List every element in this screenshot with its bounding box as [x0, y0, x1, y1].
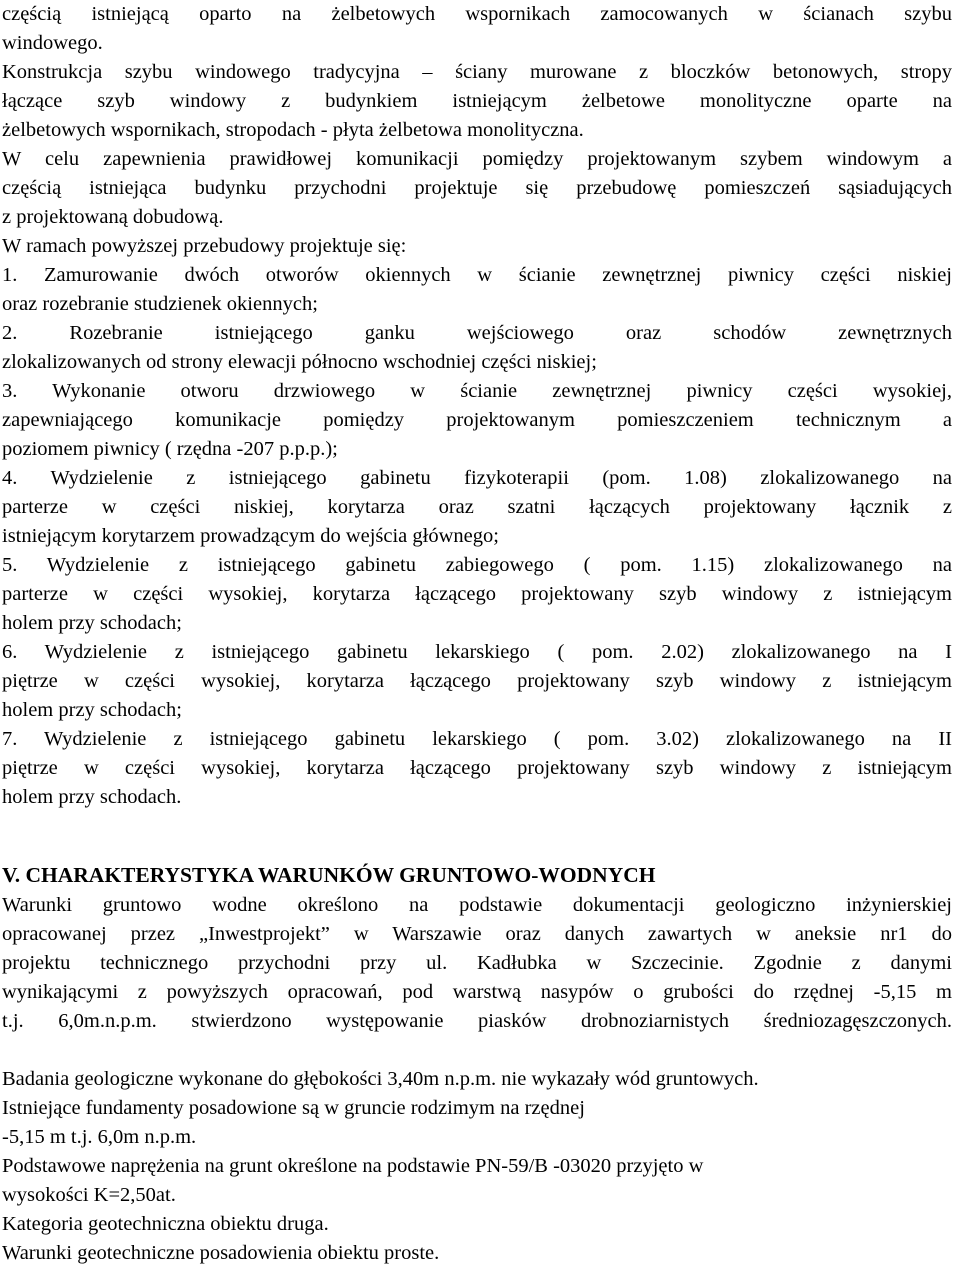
text-line: 3. Wykonanie otworu drzwiowego w ścianie zewnętrznej piwnicy części wysokiej, [2, 380, 952, 402]
text-line: częścią istniejąca budynku przychodni projektuje się przebudowę pomieszczeń sąsiadujących [2, 177, 952, 199]
text-line: łączące szyb windowy z budynkiem istniejącym żelbetowe monolityczne oparte na [2, 90, 952, 112]
text-line: parterze w części wysokiej, korytarza łączącego projektowany szyb windowy z istniejącym [2, 583, 952, 605]
text-line: Konstrukcja szybu windowego tradycyjna – ściany murowane z bloczków betonowych, stropy [2, 61, 952, 83]
text-line: Podstawowe naprężenia na grunt określone na podstawie PN-59/B -03020 przyjęto w [2, 1155, 704, 1177]
text-line: Warunki gruntowo wodne określono na podstawie dokumentacji geologiczno inżynierskiej [2, 894, 952, 916]
text-line: W celu zapewnienia prawidłowej komunikacji pomiędzy projektowanym szybem windowym a [2, 148, 952, 170]
text-line: 2. Rozebranie istniejącego ganku wejściowego oraz schodów zewnętrznych [2, 322, 952, 344]
text-line: Kategoria geotechniczna obiektu druga. [2, 1213, 329, 1235]
text-line: piętrze w części wysokiej, korytarza łączącego projektowany szyb windowy z istniejącym [2, 670, 952, 692]
text-line: opracowanej przez „Inwestprojekt” w Warszawie oraz danych zawartych w aneksie nr1 do [2, 923, 952, 945]
text-line: holem przy schodach; [2, 612, 182, 634]
text-line: zlokalizowanych od strony elewacji północno wschodniej części niskiej; [2, 351, 597, 373]
text-line: wynikającymi z powyższych opracowań, pod warstwą nasypów o grubości do rzędnej -5,15 m [2, 981, 952, 1003]
text-line: poziomem piwnicy ( rzędna -207 p.p.p.); [2, 438, 338, 460]
text-line: Warunki geotechniczne posadowienia obiektu proste. [2, 1242, 440, 1264]
text-line: żelbetowych wspornikach, stropodach - płyta żelbetowa monolityczna. [2, 119, 584, 141]
text-line: zapewniającego komunikacje pomiędzy projektowanym pomieszczeniem technicznym a [2, 409, 952, 431]
text-line: 5. Wydzielenie z istniejącego gabinetu zabiegowego ( pom. 1.15) zlokalizowanego na [2, 554, 952, 576]
text-line: istniejącym korytarzem prowadzącym do wejścia głównego; [2, 525, 499, 547]
text-line: częścią istniejącą oparto na żelbetowych wspornikach zamocowanych w ścianach szybu [2, 3, 952, 25]
text-line: 6. Wydzielenie z istniejącego gabinetu lekarskiego ( pom. 2.02) zlokalizowanego na I [2, 641, 952, 663]
text-line: -5,15 m t.j. 6,0m n.p.m. [2, 1126, 197, 1148]
text-line: 7. Wydzielenie z istniejącego gabinetu lekarskiego ( pom. 3.02) zlokalizowanego na II [2, 728, 952, 750]
text-line: 1. Zamurowanie dwóch otworów okiennych w ścianie zewnętrznej piwnicy części niskiej [2, 264, 952, 286]
section-heading: V. CHARAKTERYSTYKA WARUNKÓW GRUNTOWO-WODNYCH [2, 863, 656, 887]
text-line: Badania geologiczne wykonane do głębokości 3,40m n.p.m. nie wykazały wód gruntowych. [2, 1068, 759, 1090]
text-line: projektu technicznego przychodni przy ul. Kadłubka w Szczecinie. Zgodnie z danymi [2, 952, 952, 974]
text-line: holem przy schodach; [2, 699, 182, 721]
text-line: windowego. [2, 32, 103, 54]
text-line: oraz rozebranie studzienek okiennych; [2, 293, 318, 315]
text-line: holem przy schodach. [2, 786, 182, 808]
text-line: W ramach powyższej przebudowy projektuje się: [2, 235, 407, 257]
text-line: Istniejące fundamenty posadowione są w gruncie rodzimym na rzędnej [2, 1097, 585, 1119]
text-line: t.j. 6,0m.n.p.m. stwierdzono występowanie piasków drobnoziarnistych średniozagęszczonych. [2, 1010, 952, 1032]
text-line: piętrze w części wysokiej, korytarza łączącego projektowany szyb windowy z istniejącym [2, 757, 952, 779]
text-line: parterze w części niskiej, korytarza oraz szatni łączących projektowany łącznik z [2, 496, 952, 518]
text-line: wysokości K=2,50at. [2, 1184, 176, 1206]
text-line: 4. Wydzielenie z istniejącego gabinetu fizykoterapii (pom. 1.08) zlokalizowanego na [2, 467, 952, 489]
text-line: z projektowaną dobudową. [2, 206, 224, 228]
